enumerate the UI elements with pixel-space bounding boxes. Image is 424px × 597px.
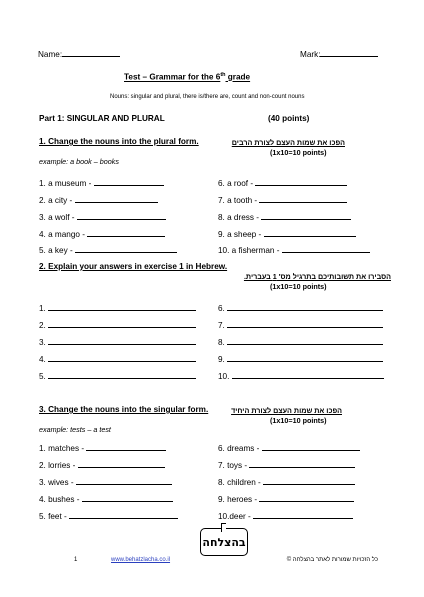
ex3-item-3[interactable]: 3. wives - [39,476,172,487]
ex1-heading: 1. Change the nouns into the plural form. [39,137,199,146]
ex2-item-8[interactable]: 8. [218,336,383,347]
ex2-item-6[interactable]: 6. [218,302,383,313]
mark-field[interactable] [300,48,378,59]
ex1-item-8[interactable]: 8. a dress - [218,211,351,222]
ex1-item-7[interactable]: 7. a tooth - [218,194,347,205]
ex2-item-3[interactable]: 3. [39,336,196,347]
ex2-heading: 2. Explain your answers in exercise 1 in Hebrew. [39,262,228,271]
ex1-item-3[interactable]: 3. a wolf - [39,211,166,222]
ex2-item-2[interactable]: 2. [39,319,196,330]
name-label: Name: [38,50,63,59]
ex1-item-9[interactable]: 9. a sheep - [218,228,356,239]
ex1-heading-he: הפכו את שמות העצם לצורת הרבים [231,138,345,147]
ex2-item-10[interactable]: 10. [218,370,384,381]
ex3-heading-he: הפכו את שמות העצם לצורת היחיד [231,406,342,415]
ex3-item-4[interactable]: 4. bushes - [39,493,173,504]
ex2-item-4[interactable]: 4. [39,353,196,364]
ex1-points: (1x10=10 points) [270,148,327,157]
site-link[interactable]: www.behatzlacha.co.il [111,557,171,563]
ex2-points: (1x10=10 points) [270,282,327,291]
part-points: (40 points) [268,114,310,123]
page-number: 1 [74,557,78,563]
ex3-item-10[interactable]: 10.deer - [218,510,353,521]
ex1-item-1[interactable]: 1. a museum - [39,177,164,188]
ex3-item-6[interactable]: 6. dreams - [218,442,360,453]
copyright-text: כל הזכויות שמורות לאתר בהצלחה © [286,557,378,563]
ex2-heading-he: הסבירו את תשובותיכם בתרגיל מס' 1 בעברית. [243,272,391,281]
ex2-item-5[interactable]: 5. [39,370,196,381]
name-field[interactable] [38,48,120,59]
page-subtitle: Nouns: singular and plural, there is/there are, count and non-count nouns [110,94,305,100]
ex3-item-5[interactable]: 5. feet - [39,510,178,521]
logo-tick-icon [221,523,226,532]
ex2-item-9[interactable]: 9. [218,353,383,364]
ex1-example: example: a book – books [39,157,119,166]
ex3-example: example: tests – a test [39,425,111,434]
ex1-item-5[interactable]: 5. a key - [39,244,177,255]
mark-label: Mark: [300,50,321,59]
ex1-item-2[interactable]: 2. a city - [39,194,158,205]
ex3-item-2[interactable]: 2. lorries - [39,459,165,470]
ex3-item-8[interactable]: 8. children - [218,476,355,487]
page-title: Test – Grammar for the 6th grade [124,72,251,82]
ex1-item-4[interactable]: 4. a mango - [39,228,165,239]
ex2-item-7[interactable]: 7. [218,319,383,330]
ex3-item-7[interactable]: 7. toys - [218,459,355,470]
part-title: Part 1: SINGULAR AND PLURAL [39,114,165,123]
ex1-item-10[interactable]: 10. a fisherman - [218,244,370,255]
ex3-item-1[interactable]: 1. matches - [39,442,166,453]
ex2-item-1[interactable]: 1. [39,302,196,313]
ex3-heading: 3. Change the nouns into the singular form. [39,405,209,414]
ex1-item-6[interactable]: 6. a roof - [218,177,347,188]
behatzlacha-logo: בהצלחה [200,528,248,556]
ex3-points: (1x10=10 points) [270,416,327,425]
ex3-item-9[interactable]: 9. heroes - [218,493,354,504]
